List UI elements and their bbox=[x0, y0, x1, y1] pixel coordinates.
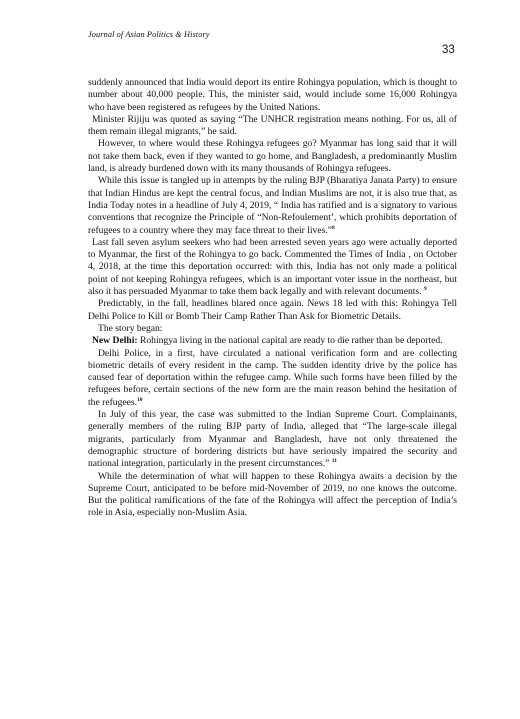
footnote-marker: 10 bbox=[137, 396, 143, 403]
paragraph-text: Last fall seven asylum seekers who had been arrested seven years ago were actually deported to Myanmar, the first of the Rohingya to go back. Commented the Times of India , on October 4, 2018, at the time this deportation occurred: with this, India has not only made a political point of not keeping Rohingya refugees, which is an important voter issue in the northeast, but also it has persuaded Myanmar to take them back legally and with relevant documents. bbox=[88, 236, 457, 298]
paragraph-text: The story began: bbox=[98, 322, 163, 334]
paragraph bbox=[88, 348, 457, 409]
paragraph bbox=[88, 77, 457, 114]
paragraph bbox=[88, 138, 457, 175]
paragraph bbox=[88, 175, 457, 236]
paragraph bbox=[88, 335, 457, 347]
footnote-marker: 9 bbox=[423, 285, 427, 292]
footnote-marker: 8 bbox=[332, 224, 335, 231]
paragraph-text: While this issue is tangled up in attempts by the ruling BJP (Bharatiya Janata Party) to ensure that Indian Hindus are kept the central focus, and Indian Muslims are not, it is also true that, as India Today notes in a headline of July 4, 2019, “ India has ratified and is a signatory to various conventions that recognize the Principle of “Non-Refoulement’, which prohibits deportation of refugees to a country where they may face threat to their lives.” bbox=[88, 175, 457, 236]
footnote-marker: 11 bbox=[331, 458, 337, 465]
paragraph-text: suddenly announced that India would deport its entire Rohingya population, which is thought to number about 40,000 people. This, the minister said, would include some 16,000 Rohingya who have been registered as refugees by the United Nations. bbox=[88, 77, 457, 113]
paragraph-text: However, to where would these Rohingya refugees go? Myanmar has long said that it will not take them back, even if they wanted to go home, and Bangladesh, a predominantly Muslim land, is already burdened down with its many thousands of Rohingya refugees. bbox=[88, 138, 457, 175]
paragraph-text: Minister Rijiju was quoted as saying “The UNHCR registration means nothing. For us, all of them remain illegal migrants,” he said. bbox=[88, 113, 457, 138]
paragraph-text: While the determination of what will happen to these Rohingya awaits a decision by the Supreme Court, anticipated to be before mid-November of 2019, no one knows the outcome. But the political ramifications of the fate of the Rohingya will affect the perception of India’s role in Asia, especially non-Muslim Asia. bbox=[88, 470, 457, 519]
page-number: 33 bbox=[442, 44, 455, 56]
paragraph bbox=[88, 114, 457, 139]
running-head: Journal of Asian Politics & History bbox=[88, 30, 210, 39]
paragraph-text: Rohingya living in the national capital are ready to die rather than be deported. bbox=[137, 335, 443, 347]
paragraph bbox=[88, 298, 457, 323]
paragraph bbox=[88, 409, 457, 470]
paragraph-text: Predictably, in the fall, headlines blared once again. News 18 led with this: Rohingya Tell Delhi Police to Kill or Bomb Their Camp Rather Than Ask for Biometric Details. bbox=[88, 298, 457, 322]
paragraph-text: Delhi Police, in a first, have circulated a national verification form and are collecting biometric details of every resident in the camp. The sudden identity drive by the police has caused fear of deportation within the refugee camp. While such forms have been filled by the refugees before, certain sections of the new form are the main reason behind the hesitation of the refugees. bbox=[88, 347, 457, 408]
paragraph bbox=[88, 237, 457, 298]
paragraph bbox=[88, 323, 457, 335]
paragraph bbox=[88, 471, 457, 520]
dateline: New Delhi: bbox=[92, 335, 138, 347]
paragraph-text: In July of this year, the case was submitted to the Indian Supreme Court. Complainants, generally members of the ruling BJP party of India, alleged that “The large-scale illegal migrants, particularly from Myanmar and Bangladesh, have not only threatened the demographic structure of bordering districts but have seriously impaired the security and national integration, particularly in the present circumstances.” bbox=[88, 409, 457, 470]
body-text bbox=[88, 77, 457, 520]
